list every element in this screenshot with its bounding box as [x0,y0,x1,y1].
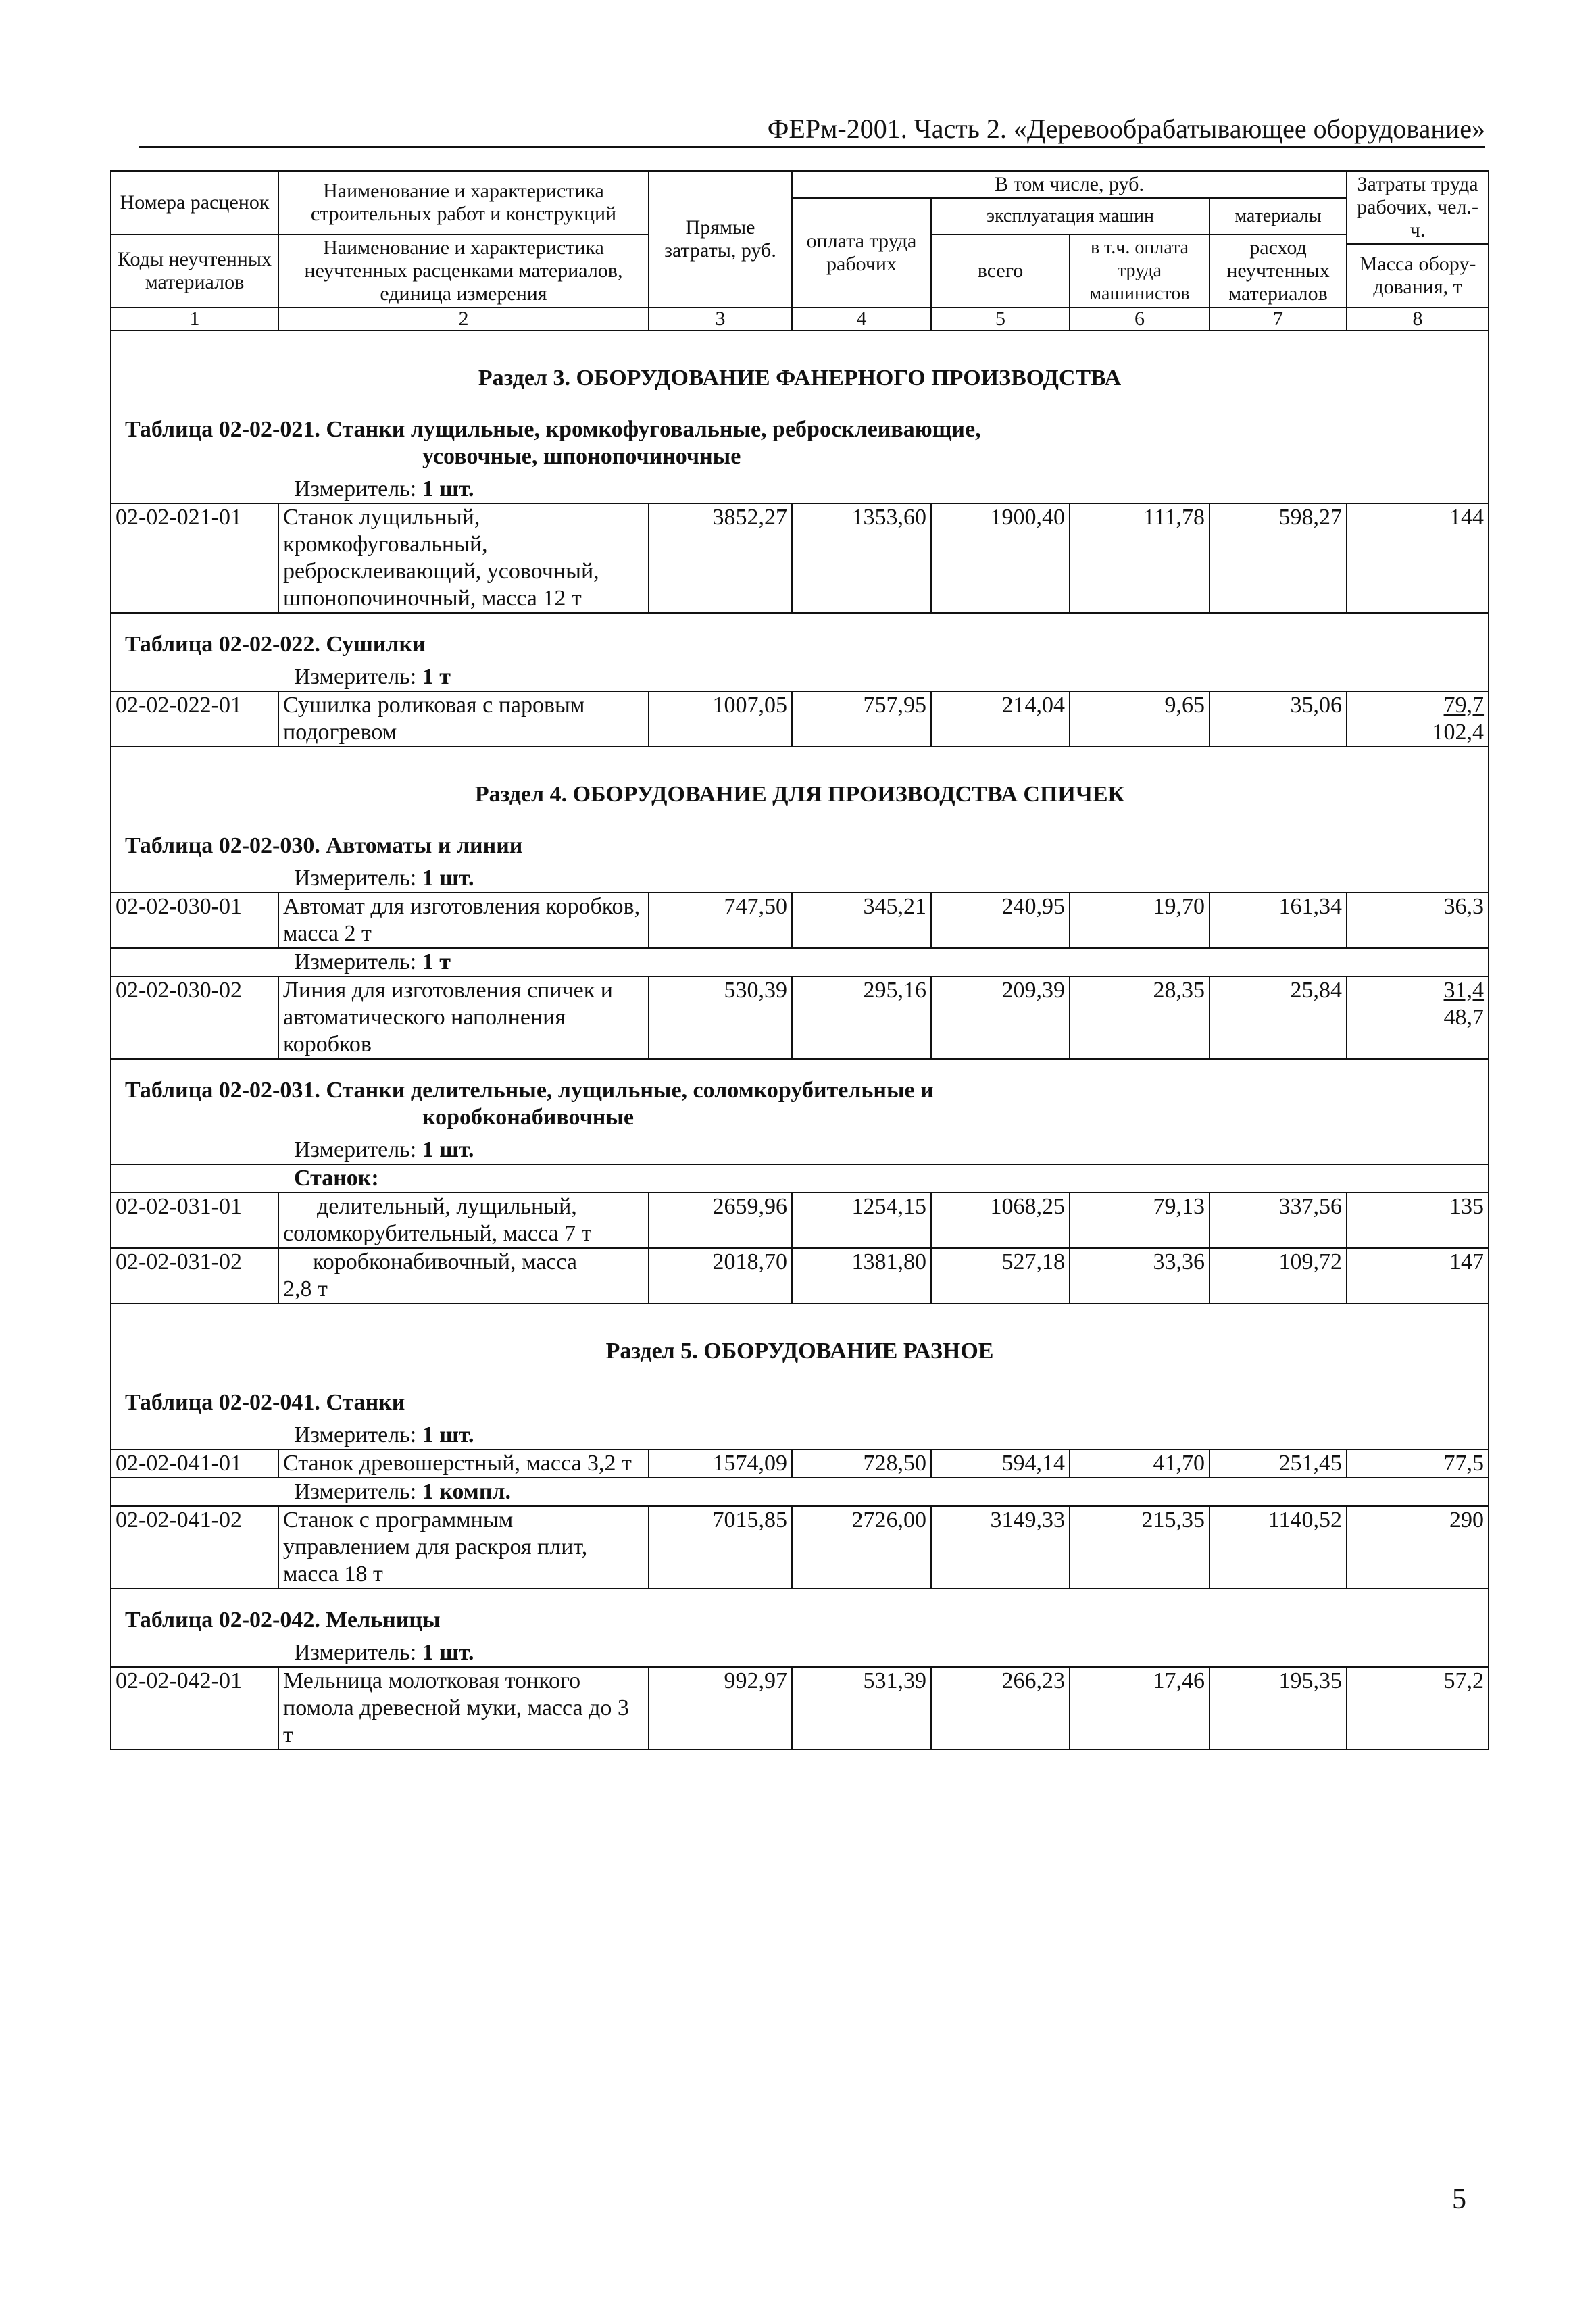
materials-cost: 109,72 [1210,1248,1347,1303]
page-number: 5 [1452,2184,1466,2215]
measure-label: Измеритель: [294,1422,422,1447]
materials-cost: 25,84 [1210,976,1347,1059]
item-name [278,1248,649,1303]
table-021-title [111,399,1489,476]
table-row [111,893,1489,948]
machines-total: 1068,25 [931,1193,1070,1248]
table-042-title: Таблица 02-02-042. Мельницы [111,1589,1489,1639]
workers-pay: 1381,80 [792,1248,931,1303]
header-operators-pay: в т.ч. оплата труда машинистов [1070,234,1210,307]
table-022-measure [111,664,1489,691]
table-021-title-row [111,399,1489,476]
labor-hours: 144 [1347,503,1489,613]
direct-costs: 3852,27 [649,503,792,613]
direct-costs: 7015,85 [649,1506,792,1589]
workers-pay: 728,50 [792,1449,931,1478]
operators-pay: 111,78 [1070,503,1210,613]
column-number: 7 [1210,307,1347,330]
rate-code: 02-02-030-02 [111,976,278,1059]
header-labor-hours: Затраты труда рабочих, чел.-ч. [1347,171,1489,244]
rate-code: 02-02-022-01 [111,691,278,747]
machines-total: 1900,40 [931,503,1070,613]
table-031-title [111,1059,1489,1137]
table-041-title-row [111,1372,1489,1422]
item-name-line1: коробконабивочный, масса [313,1249,577,1274]
machines-total: 527,18 [931,1248,1070,1303]
operators-pay: 9,65 [1070,691,1210,747]
table-030-meas-row [111,865,1489,893]
labor-hours: 31,4 [1443,978,1485,1003]
direct-costs: 2659,96 [649,1193,792,1248]
measure-label: Измеритель: [294,1479,422,1504]
operators-pay: 79,13 [1070,1193,1210,1248]
labor-hours: 135 [1347,1193,1489,1248]
table-021-measure [111,476,1489,503]
item-name: Станок лущильный, кромкофуговальный, ребросклеивающий, усовочный, шпонопочиночный, масса 12 т [278,503,649,613]
materials-cost: 1140,52 [1210,1506,1347,1589]
labor-hours: 77,5 [1347,1449,1489,1478]
item-name: Станок древошерстный, масса 3,2 т [278,1449,649,1478]
table-041-measure-2 [111,1478,1489,1506]
equipment-mass: 102,4 [1432,720,1485,745]
table-row [111,1248,1489,1303]
table-021-title-line1: Таблица 02-02-021. Станки лущильные, кромкофуговальные, ребросклеивающие, [125,417,981,442]
table-030-title-row [111,815,1489,865]
labor-hours-and-mass [1347,691,1489,747]
header-unaccounted-materials: Наименование и характеристика неучтенных расценками материалов, единица измерения [278,234,649,307]
measure-label: Измеритель: [294,1640,422,1665]
header-materials-group: материалы [1210,198,1347,234]
labor-hours: 147 [1347,1248,1489,1303]
labor-hours: 36,3 [1347,893,1489,948]
header-work-name: Наименование и характеристика строительных работ и конструкций [278,171,649,234]
item-name-line2: соломкорубительный, масса 7 т [283,1221,592,1246]
measure-label: Измеритель: [294,1137,422,1162]
measure-unit: 1 компл. [422,1479,512,1504]
operators-pay: 33,36 [1070,1248,1210,1303]
column-number: 2 [278,307,649,330]
rate-code: 02-02-041-02 [111,1506,278,1589]
table-031-title-line1: Таблица 02-02-031. Станки делительные, лущильные, соломкорубительные и [125,1078,934,1103]
table-022-title-row [111,613,1489,664]
materials-cost: 337,56 [1210,1193,1347,1248]
section-5-title: Раздел 5. ОБОРУДОВАНИЕ РАЗНОЕ [111,1303,1489,1372]
section-3-row [111,330,1489,399]
measure-unit: 1 т [422,664,451,689]
table-row [111,1449,1489,1478]
materials-cost: 598,27 [1210,503,1347,613]
machines-total: 209,39 [931,976,1070,1059]
header-machines-total: всего [931,234,1070,307]
table-031-meas-row [111,1137,1489,1164]
table-031-subheader-row [111,1164,1489,1193]
rate-code: 02-02-030-01 [111,893,278,948]
table-row [111,503,1489,613]
direct-costs: 1007,05 [649,691,792,747]
table-row [111,1506,1489,1589]
operators-pay: 215,35 [1070,1506,1210,1589]
column-numbers-row [111,307,1489,330]
table-row [111,1667,1489,1749]
table-031-measure [111,1137,1489,1164]
table-030-measure-2 [111,948,1489,976]
table-041-meas-row [111,1422,1489,1449]
labor-hours: 57,2 [1347,1667,1489,1749]
rate-code: 02-02-042-01 [111,1667,278,1749]
labor-hours: 79,7 [1443,693,1485,718]
section-5-row [111,1303,1489,1372]
header-rule [139,146,1485,148]
table-031-title-line2: коробконабивочные [422,1105,634,1130]
machines-total: 240,95 [931,893,1070,948]
item-name: Станок с программным управлением для раскроя плит, масса 18 т [278,1506,649,1589]
machines-total: 594,14 [931,1449,1070,1478]
machines-total: 266,23 [931,1667,1070,1749]
table-042-meas-row [111,1639,1489,1667]
table-row [111,1193,1489,1248]
workers-pay: 2726,00 [792,1506,931,1589]
direct-costs: 2018,70 [649,1248,792,1303]
table-031-subheader: Станок: [111,1164,1489,1193]
table-022-meas-row [111,664,1489,691]
labor-hours: 290 [1347,1506,1489,1589]
measure-label: Измеритель: [294,476,422,501]
table-row [111,976,1489,1059]
rate-code: 02-02-041-01 [111,1449,278,1478]
machines-total: 3149,33 [931,1506,1070,1589]
table-021-title-line2: усовочные, шпонопочиночные [422,444,741,469]
materials-cost: 161,34 [1210,893,1347,948]
equipment-mass: 48,7 [1443,1005,1485,1030]
item-name: Линия для изготовления спичек и автоматического наполнения коробков [278,976,649,1059]
section-3-title: Раздел 3. ОБОРУДОВАНИЕ ФАНЕРНОГО ПРОИЗВОДСТВА [111,330,1489,399]
operators-pay: 17,46 [1070,1667,1210,1749]
header-including-group: В том числе, руб. [792,171,1347,198]
item-name: Автомат для изготовления коробков, масса 2 т [278,893,649,948]
materials-cost: 35,06 [1210,691,1347,747]
workers-pay: 1254,15 [792,1193,931,1248]
table-031-title-row [111,1059,1489,1137]
table-030-title: Таблица 02-02-030. Автоматы и линии [111,815,1489,865]
measure-unit: 1 т [422,949,451,974]
measure-unit: 1 шт. [422,1137,474,1162]
rate-code: 02-02-031-01 [111,1193,278,1248]
table-022-title: Таблица 02-02-022. Сушилки [111,613,1489,664]
column-number: 8 [1347,307,1489,330]
column-number: 6 [1070,307,1210,330]
table-041-measure [111,1422,1489,1449]
column-number: 1 [111,307,278,330]
workers-pay: 345,21 [792,893,931,948]
measure-unit: 1 шт. [422,476,474,501]
materials-cost: 251,45 [1210,1449,1347,1478]
item-name-line2: 2,8 т [283,1276,328,1301]
operators-pay: 19,70 [1070,893,1210,948]
running-header: ФЕРм-2001. Часть 2. «Деревообрабатывающее оборудование» [767,114,1485,144]
machines-total: 214,04 [931,691,1070,747]
item-name [278,1193,649,1248]
item-name-line1: делительный, лущильный, [317,1194,577,1219]
workers-pay: 295,16 [792,976,931,1059]
table-041-title: Таблица 02-02-041. Станки [111,1372,1489,1422]
table-row [111,691,1489,747]
rate-code: 02-02-021-01 [111,503,278,613]
item-name: Сушилка роликовая с паровым подогревом [278,691,649,747]
table-042-title-row [111,1589,1489,1639]
workers-pay: 531,39 [792,1667,931,1749]
measure-unit: 1 шт. [422,866,474,891]
column-number: 3 [649,307,792,330]
rate-code: 02-02-031-02 [111,1248,278,1303]
table-042-measure [111,1639,1489,1667]
workers-pay: 1353,60 [792,503,931,613]
table-030-measure [111,865,1489,893]
header-machines-group: эксплуатация машин [931,198,1210,234]
item-name: Мельница молотковая тонкого помола древесной муки, масса до 3 т [278,1667,649,1749]
header-equipment-mass: Масса обору-дования, т [1347,244,1489,307]
measure-label: Измеритель: [294,866,422,891]
header-rate-numbers: Номера расценок [111,171,278,234]
header-row-1 [111,171,1489,198]
column-number: 4 [792,307,931,330]
measure-label: Измеритель: [294,949,422,974]
operators-pay: 41,70 [1070,1449,1210,1478]
workers-pay: 757,95 [792,691,931,747]
header-unaccounted-codes: Коды неучтенных материалов [111,234,278,307]
measure-unit: 1 шт. [422,1640,474,1665]
column-number: 5 [931,307,1070,330]
section-4-title: Раздел 4. ОБОРУДОВАНИЕ ДЛЯ ПРОИЗВОДСТВА СПИЧЕК [111,747,1489,815]
direct-costs: 530,39 [649,976,792,1059]
measure-label: Измеритель: [294,664,422,689]
labor-hours-and-mass [1347,976,1489,1059]
direct-costs: 747,50 [649,893,792,948]
price-table [110,170,1489,1750]
measure-unit: 1 шт. [422,1422,474,1447]
table-041-meas2-row [111,1478,1489,1506]
materials-cost: 195,35 [1210,1667,1347,1749]
operators-pay: 28,35 [1070,976,1210,1059]
header-direct-costs: Прямые затраты, руб. [649,171,792,307]
direct-costs: 1574,09 [649,1449,792,1478]
table-030-meas2-row [111,948,1489,976]
table-021-meas-row [111,476,1489,503]
section-4-row [111,747,1489,815]
header-workers-pay: оплата труда рабочих [792,198,931,307]
header-materials-consumption: расход неучтенных материалов [1210,234,1347,307]
direct-costs: 992,97 [649,1667,792,1749]
